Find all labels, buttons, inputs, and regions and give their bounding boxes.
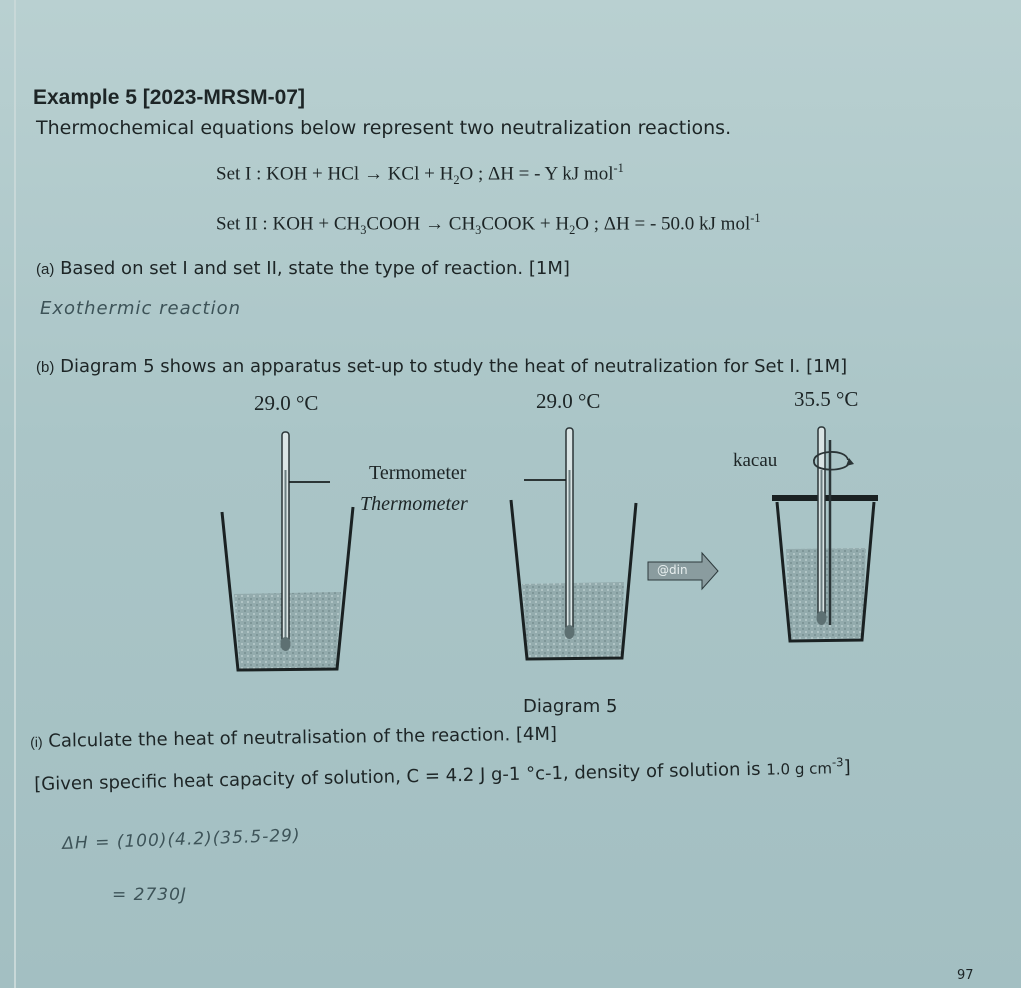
working-line-1: ΔH = (100)(4.2)(35.5-29) <box>62 825 301 854</box>
temp-label-1: 29.0 °C <box>254 391 319 415</box>
label-thermometer: Thermometer <box>360 493 468 515</box>
example-heading: Example 5 [2023-MRSM-07] <box>33 86 305 109</box>
diagram-caption: Diagram 5 <box>523 696 618 717</box>
arrow-tag: @din <box>657 563 688 577</box>
equation-set-1: Set I : KOH + HCl → KCl + $H_2O$ ; ΔH = - Y kJ mol$^{-1}$ <box>216 161 624 188</box>
thermometer-3 <box>817 427 827 625</box>
temp-label-2: 29.0 °C <box>536 389 601 413</box>
answer-a-handwritten: Exothermic reaction <box>40 298 242 319</box>
working-line-2: = 2730J <box>112 885 187 905</box>
temp-label-3: 35.5 °C <box>794 387 859 411</box>
label-termometer: Termometer <box>369 462 467 484</box>
intro-text: Thermochemical equations below represent two neutralization reactions. <box>36 117 732 139</box>
question-b: (b) Diagram 5 shows an apparatus set-up to study the heat of neutralization for Set I. [1M] <box>36 356 848 377</box>
page-number: 97 <box>957 968 974 983</box>
given-data: [Given specific heat capacity of solution, C = 4.2 J g-1 °c-1, density of solution is 1.0 g $cm^{-3}$] <box>34 755 851 795</box>
equation-set-2: Set II : KOH + $CH_3COOH$ → $CH_3COOK + H_2O$ ; ΔH = - 50.0 kJ mol$^{-1}$ <box>216 211 761 238</box>
label-kacau: kacau <box>733 450 778 471</box>
question-a: (a) Based on set I and set II, state the type of reaction. [1M] <box>36 258 570 279</box>
question-i: (i) Calculate the heat of neutralisation of the reaction. [4M] <box>30 723 558 752</box>
